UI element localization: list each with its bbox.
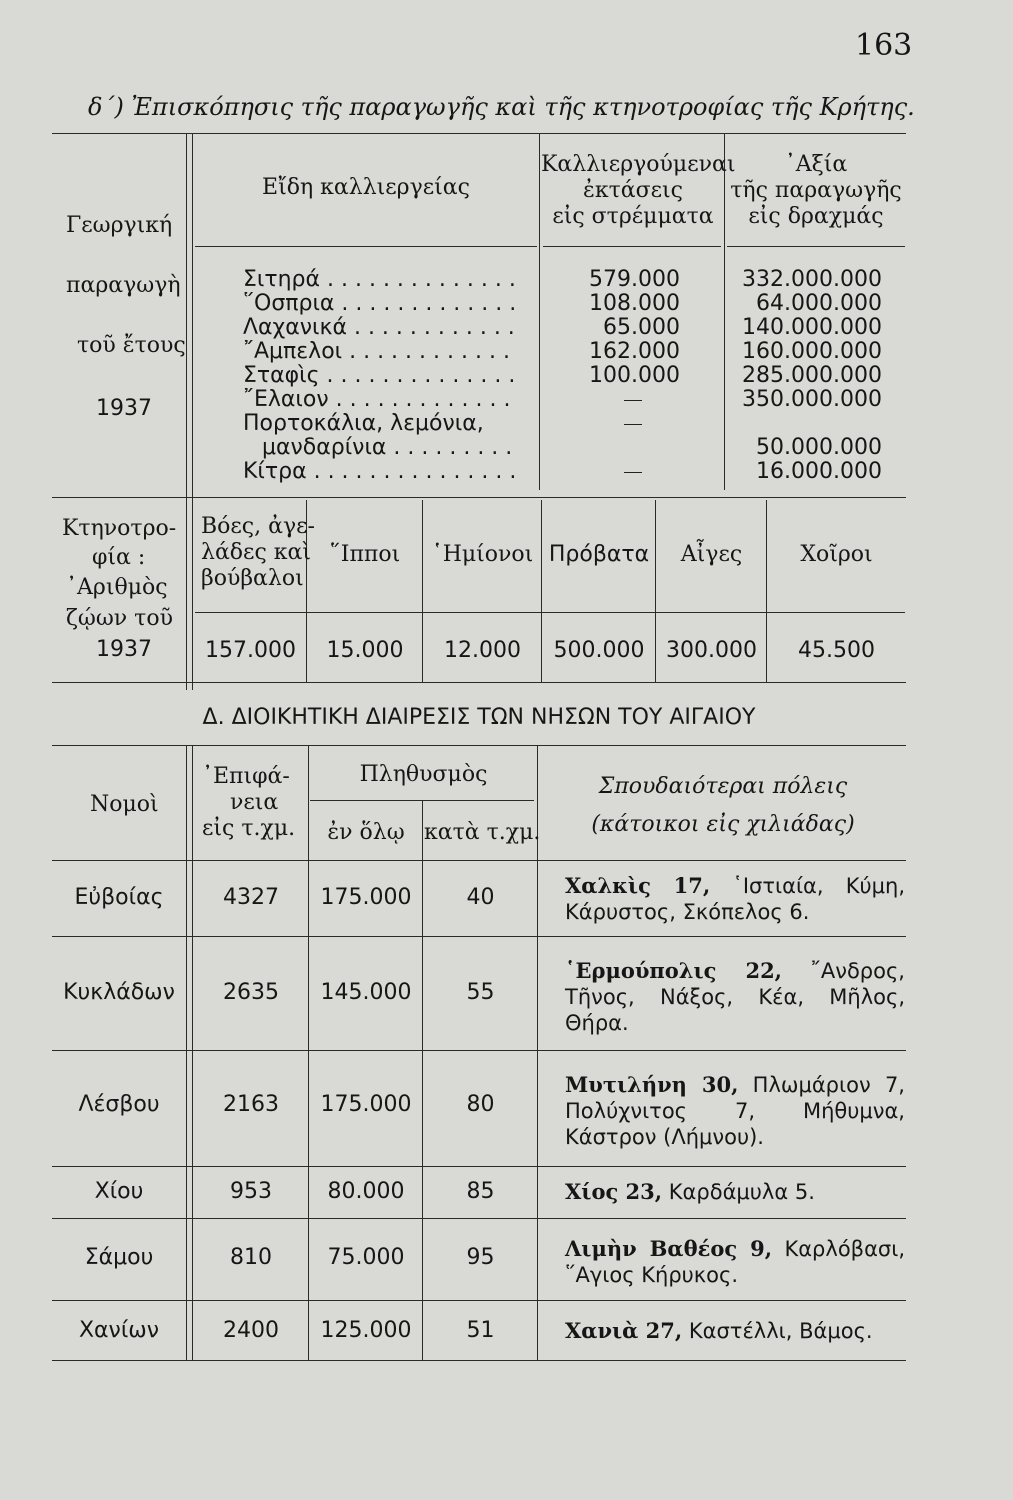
col-header-area: εἰς τ.χμ.	[202, 816, 296, 841]
crop-value: 16.000.000	[756, 459, 882, 484]
col-header-population: Πληθυσμὸς	[359, 762, 488, 787]
main-city: Χανιὰ 27,	[565, 1318, 683, 1343]
nomos-population: 175.000	[320, 885, 412, 910]
side-label-line: τοῦ ἔτους	[77, 333, 186, 358]
crop-area: 65.000	[603, 315, 680, 340]
col-header-pigs: Χοῖροι	[800, 542, 873, 567]
nomos-area: 953	[230, 1179, 272, 1204]
side-label-year: 1937	[96, 396, 152, 421]
crop-name: Λαχανικά . . .	[243, 315, 515, 341]
side-label-line: ᾿Αριθμὸς	[66, 575, 168, 600]
crop-value: 160.000.000	[742, 339, 882, 364]
nomos-area: 810	[230, 1245, 272, 1270]
col-header-nomos: Νομοὶ	[90, 792, 159, 817]
crop-area: 108.000	[589, 291, 680, 316]
nomos-population: 75.000	[327, 1245, 405, 1270]
other-cities: Καστέλλι, Βάμος.	[682, 1319, 873, 1343]
col-header-pop-density: κατὰ τ.χμ.	[424, 820, 541, 845]
col-header-area: εἰς στρέμματα	[552, 204, 714, 229]
col-header-crop-kind: Εἴδη καλλιεργείας	[262, 175, 470, 200]
nomos-name: Σάμου	[84, 1245, 154, 1270]
crop-area: 162.000	[589, 339, 680, 364]
col-header-cities: Σπουδαιότεραι πόλεις	[598, 774, 848, 799]
crop-value: 285.000.000	[742, 363, 882, 388]
side-label-line: Γεωργική	[66, 213, 173, 238]
crop-name: μανδαρίνια . . .	[262, 435, 515, 461]
nomos-area: 2400	[223, 1318, 279, 1343]
crop-name: ῎Ελαιον . . .	[243, 387, 515, 413]
main-city: Λιμὴν Βαθέος 9,	[565, 1236, 773, 1261]
nomos-density: 80	[466, 1092, 495, 1117]
nomos-population: 80.000	[327, 1179, 405, 1204]
crop-value: 332.000.000	[742, 267, 882, 292]
crop-area: 579.000	[589, 267, 680, 292]
nomos-cities	[565, 1318, 905, 1344]
other-cities: Πλωμάριον 7, Πολύχνιτος 7, Μήθυμνα, Κάστρον (Λήμνου).	[565, 1073, 905, 1149]
nomos-cities	[565, 1072, 905, 1150]
nomos-population: 125.000	[320, 1318, 412, 1343]
admin-section-title: Δ. ΔΙΟΙΚΗΤΙΚΗ ΔΙΑΙΡΕΣΙΣ ΤΩΝ ΝΗΣΩΝ ΤΟΥ ΑΙΓΑΙΟΥ	[202, 705, 756, 730]
livestock-value: 300.000	[666, 638, 757, 663]
other-cities: Καρλόβασι, ῞Αγιος Κήρυκος.	[565, 1237, 906, 1287]
crop-name: ῎Αμπελοι . . .	[243, 339, 515, 365]
nomos-population: 145.000	[320, 980, 412, 1005]
nomos-density: 40	[466, 885, 495, 910]
nomos-cities	[565, 1236, 905, 1288]
livestock-value: 15.000	[326, 638, 404, 663]
empty-cell-dash	[624, 400, 642, 401]
side-label-year: 1937	[96, 637, 152, 662]
main-city: ῾Ερμούπολις 22,	[565, 958, 782, 983]
col-header-area: ᾿Επιφά-	[202, 764, 290, 789]
col-header-mules: ῾Ημίονοι	[431, 542, 534, 567]
nomos-name: Λέσβου	[78, 1092, 160, 1117]
col-header-pop-total: ἐν ὅλῳ	[327, 820, 405, 845]
col-header-horses: ῞Ιπποι	[329, 542, 401, 567]
livestock-value: 45.500	[798, 638, 875, 663]
nomos-area: 2635	[223, 980, 279, 1005]
col-header-cattle: λάδες καὶ	[201, 540, 311, 565]
col-header-area: Καλλιεργούμεναι	[541, 152, 736, 177]
nomos-name: Χανίων	[78, 1318, 160, 1343]
crop-name: ῞Οσπρια . . .	[243, 291, 515, 317]
nomos-name: Χίου	[94, 1179, 144, 1204]
col-header-value: ᾿Αξία	[784, 152, 848, 177]
other-cities: ῎Ανδρος, Τῆνος, Νάξος, Κέα, Μῆλος, Θήρα.	[565, 959, 905, 1035]
main-city: Μυτιλήνη 30,	[565, 1072, 739, 1097]
col-header-sheep: Πρόβατα	[548, 542, 650, 567]
nomos-density: 95	[466, 1245, 495, 1270]
livestock-value: 157.000	[205, 638, 296, 663]
side-label-line: ζῴων τοῦ	[66, 606, 173, 631]
crop-value: 64.000.000	[756, 291, 882, 316]
col-header-area: ἐκτάσεις	[583, 178, 683, 203]
nomos-name: Κυκλάδων	[63, 980, 175, 1005]
crop-value: 140.000.000	[742, 315, 882, 340]
crop-name: Κίτρα . . .	[243, 459, 515, 485]
col-header-value: εἰς δραχμάς	[748, 204, 884, 229]
crop-name: Πορτοκάλια, λεμόνια,	[243, 411, 484, 436]
nomos-cities	[565, 873, 905, 925]
crop-value: 350.000.000	[742, 387, 882, 412]
side-label-line: Κτηνοτρο-	[62, 516, 177, 541]
col-header-cattle: Βόες, ἀγε-	[201, 514, 315, 539]
nomos-density: 85	[466, 1179, 495, 1204]
empty-cell-dash	[624, 472, 642, 473]
livestock-value: 500.000	[553, 638, 645, 663]
col-header-cattle: βούβαλοι	[201, 566, 304, 591]
nomos-cities	[565, 958, 905, 1036]
nomos-area: 2163	[223, 1092, 279, 1117]
crop-name: Σταφὶς . . .	[243, 363, 515, 389]
nomos-area: 4327	[223, 885, 279, 910]
main-city: Χίος 23,	[565, 1179, 663, 1204]
other-cities: ῾Ιστιαία, Κύμη, Κάρυστος, Σκόπελος 6.	[565, 874, 905, 924]
livestock-value: 12.000	[444, 638, 521, 663]
main-city: Χαλκὶς 17,	[565, 873, 711, 898]
crop-area: 100.000	[589, 363, 680, 388]
col-header-area: νεια	[230, 790, 279, 815]
side-label-line: παραγωγὴ	[66, 273, 181, 298]
nomos-density: 55	[466, 980, 495, 1005]
crop-name: Σιτηρά . . .	[243, 267, 515, 293]
col-header-value: τῆς παραγωγῆς	[730, 178, 902, 203]
crop-value: 50.000.000	[756, 435, 882, 460]
side-label-line: φία :	[92, 545, 146, 570]
col-header-goats: Αἶγες	[680, 542, 743, 567]
nomos-density: 51	[466, 1318, 495, 1343]
nomos-population: 175.000	[320, 1092, 412, 1117]
col-header-cities: (κάτοικοι εἰς χιλιάδας)	[591, 812, 855, 837]
page-number: 163	[855, 28, 913, 63]
empty-cell-dash	[624, 424, 642, 425]
nomos-name: Εὐβοίας	[74, 885, 164, 910]
other-cities: Καρδάμυλα 5.	[662, 1180, 815, 1204]
nomos-cities	[565, 1179, 905, 1205]
section-title: δ΄) Ἐπισκόπησις τῆς παραγωγῆς καὶ τῆς κτηνοτροφίας τῆς Κρήτης.	[88, 93, 915, 121]
